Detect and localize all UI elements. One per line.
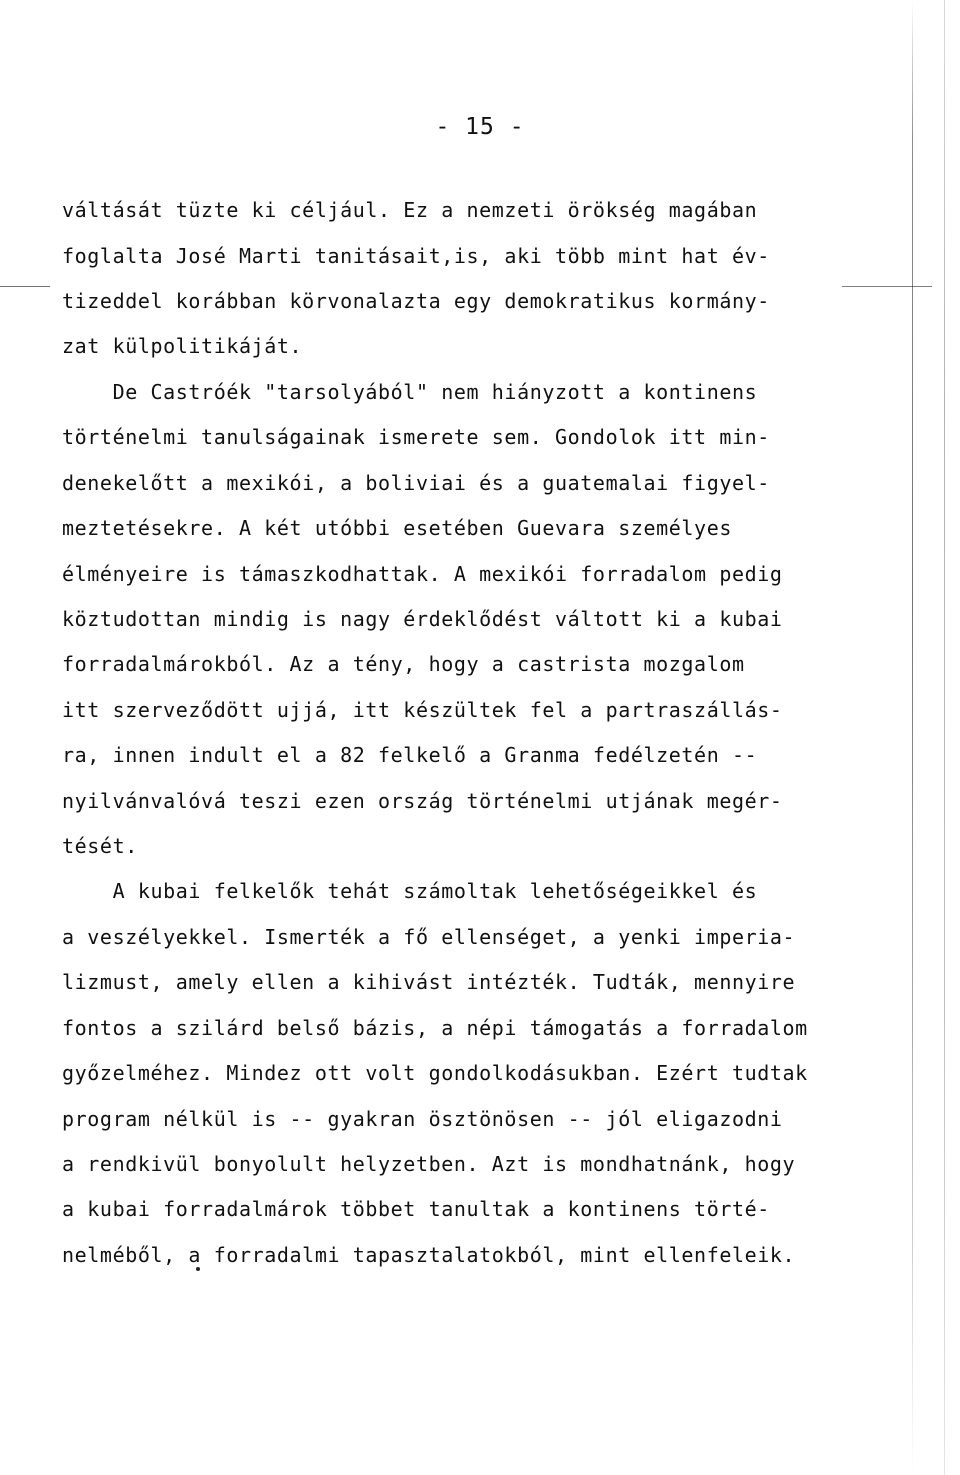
text-line: itt szerveződött ujjá, itt készültek fel a partraszállás-	[62, 698, 783, 722]
text-line: nyilvánvalóvá teszi ezen ország történelmi utjának megér-	[62, 789, 783, 813]
text-line: köztudottan mindig is nagy érdeklődést váltott ki a kubai	[62, 607, 783, 631]
text-line: lizmust, amely ellen a kihivást intézték. Tudták, mennyire	[62, 970, 796, 994]
text-line: foglalta José Marti tanitásait,is, aki több mint hat év-	[62, 244, 770, 268]
text-line: történelmi tanulságainak ismerete sem. Gondolok itt min-	[62, 425, 770, 449]
scan-edge-line	[944, 0, 945, 1475]
text-line: a rendkivül bonyolult helyzetben. Azt is mondhatnánk, hogy	[62, 1152, 796, 1176]
scan-margin-line	[912, 0, 913, 1475]
text-line: a kubai forradalmárok többet tanultak a kontinens törté-	[62, 1197, 770, 1221]
text-line: váltását tüzte ki céljául. Ez a nemzeti örökség magában	[62, 198, 758, 222]
text-line: program nélkül is -- gyakran ösztönösen -- jól eligazodni	[62, 1107, 783, 1131]
text-line: tizeddel korábban körvonalazta egy demokratikus kormány-	[62, 289, 770, 313]
text-line: nelméből, a forradalmi tapasztalatokból, mint ellenfeleik.	[62, 1243, 796, 1267]
text-line: meztetésekre. A két utóbbi esetében Guevara személyes	[62, 516, 732, 540]
text-line: zat külpolitikáját.	[62, 334, 303, 358]
page-number: - 15 -	[435, 114, 525, 140]
bleed-through-mark	[842, 286, 932, 287]
text-line: élményeire is támaszkodhattak. A mexikói forradalom pedig	[62, 562, 783, 586]
text-line: forradalmárokból. Az a tény, hogy a castrista mozgalom	[62, 652, 745, 676]
bleed-through-mark	[0, 286, 50, 287]
text-line: ra, innen indult el a 82 felkelő a Granma fedélzetén --	[62, 743, 758, 767]
text-line: denekelőtt a mexikói, a boliviai és a guatemalai figyel-	[62, 471, 770, 495]
text-line: De Castróék "tarsolyából" nem hiányzott a kontinens	[62, 380, 758, 404]
text-line: a veszélyekkel. Ismerték a fő ellenséget, a yenki imperia-	[62, 925, 796, 949]
text-line: fontos a szilárd belső bázis, a népi támogatás a forradalom	[62, 1016, 808, 1040]
stray-ink-dot	[196, 1267, 200, 1271]
text-line: A kubai felkelők tehát számoltak lehetőségeikkel és	[62, 879, 758, 903]
text-line: tését.	[62, 834, 138, 858]
text-line: győzelméhez. Mindez ott volt gondolkodásukban. Ezért tudtak	[62, 1061, 808, 1085]
